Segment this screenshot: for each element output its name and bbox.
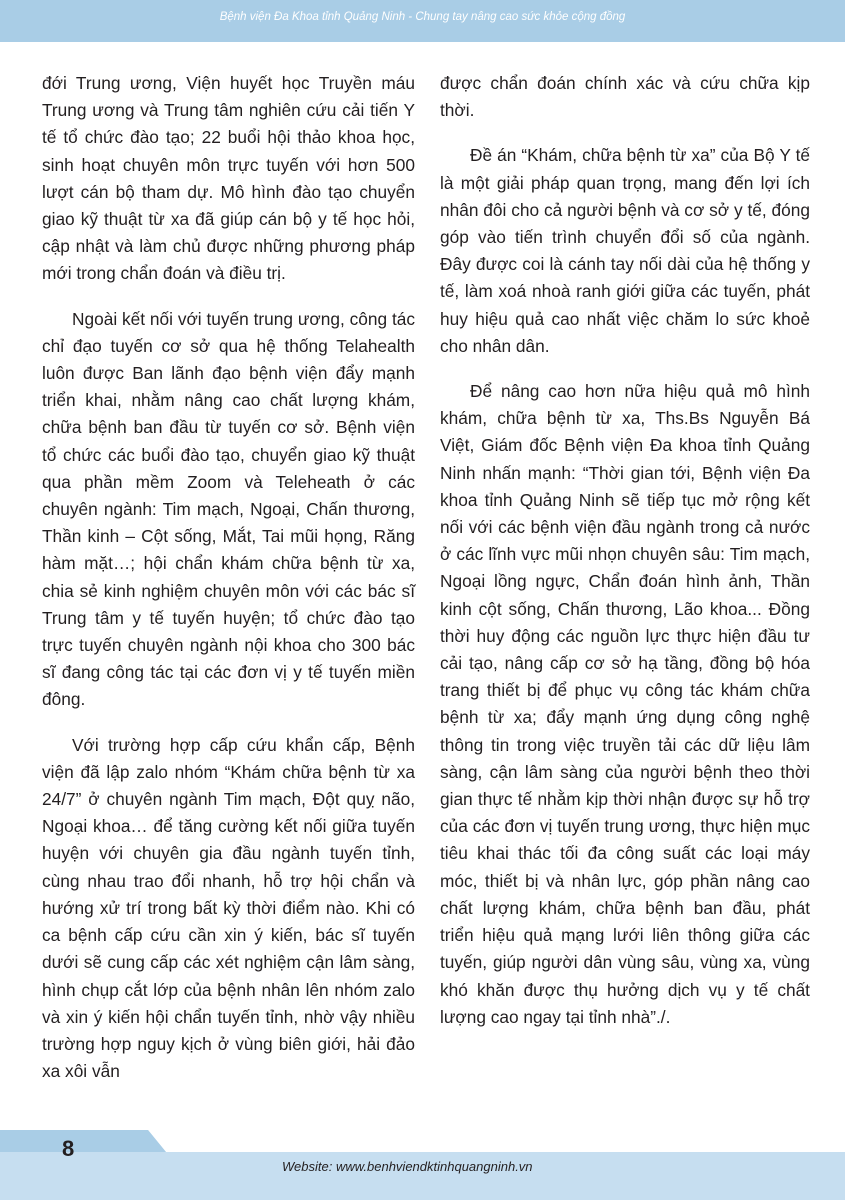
article-left-column xyxy=(42,70,415,1103)
paragraph: được chẩn đoán chính xác và cứu chữa kịp thời. xyxy=(440,73,810,121)
page-number: 8 xyxy=(62,1136,75,1161)
paragraph: Đề án “Khám, chữa bệnh từ xa” của Bộ Y tế là một giải pháp quan trọng, mang đến lợi ích nhân đôi cho cả người bệnh và cơ sở y tế, đóng góp vào tiến trình chuyển đổi số của ngành. Đây được coi là cánh tay nối dài của hệ thống y tế, làm xoá nhoà ranh giới giữa các tuyến, phát huy hiệu quả cao nhất việc chăm lo sức khoẻ cho nhân dân. xyxy=(440,145,810,356)
footer-website: Website: www.benhviendktinhquangninh.vn xyxy=(282,1159,533,1174)
paragraph: Để nâng cao hơn nữa hiệu quả mô hình khám, chữa bệnh từ xa, Ths.Bs Nguyễn Bá Việt, Giám đốc Bệnh viện Đa khoa tỉnh Quảng Ninh nhấn mạnh: “Thời gian tới, Bệnh viện Đa khoa tỉnh Quảng Ninh sẽ tiếp tục mở rộng kết nối với các bệnh viện đầu ngành trong cả nước ở các lĩnh vực mũi nhọn chuyên sâu: Tim mạch, Ngoại lồng ngực, Chẩn đoán hình ảnh, Thần kinh cột sống, Chấn thương, Lão khoa... Đồng thời huy động các nguồn lực thực hiện đầu tư cải tạo, nâng cấp cơ sở hạ tầng, đồng bộ hóa trang thiết bị để phục vụ công tác khám chữa bệnh từ xa; đẩy mạnh ứng dụng công nghệ thông tin trong việc truyền tải các dữ liệu lâm sàng, cận lâm sàng của người bệnh theo thời gian thực tế nhằm kịp thời nhận được sự hỗ trợ của các đơn vị tuyến trung ương, thực hiện mục tiêu khai thác tối đa công suất các loại máy móc, thiết bị và nhân lực, góp phần nâng cao chất lượng khám, chữa bệnh ban đầu, phát triển hiệu quả mạng lưới liên thông giữa các tuyến, giúp người dân vùng sâu, vùng xa, vùng khó khăn được thụ hưởng dịch vụ y tế chất lượng cao ngay tại tỉnh nhà”./. xyxy=(440,381,810,1027)
paragraph: đới Trung ương, Viện huyết học Truyền máu Trung ương và Trung tâm nghiên cứu cải tiến Y tế tổ chức đào tạo; 22 buổi hội thảo khoa học, sinh hoạt chuyên môn trực tuyến với hơn 500 lượt cán bộ tham dự. Mô hình đào tạo chuyển giao kỹ thuật từ xa đã giúp cán bộ y tế học hỏi, cập nhật và làm chủ được những phương pháp mới trong chẩn đoán và điều trị. xyxy=(42,73,415,284)
article-right-column xyxy=(440,70,810,1049)
footer-tab xyxy=(0,1130,166,1152)
paragraph: Với trường hợp cấp cứu khẩn cấp, Bệnh viện đã lập zalo nhóm “Khám chữa bệnh từ xa 24/7” ở chuyên ngành Tim mạch, Đột quỵ não, Ngoại khoa… để tăng cường kết nối giữa tuyến huyện với chuyên gia đầu ngành tuyến tỉnh, cùng nhau trao đổi nhanh, hỗ trợ hội chẩn và hướng xử trí trong bất kỳ thời điểm nào. Khi có ca bệnh cấp cứu cần xin ý kiến, bác sĩ tuyến dưới sẽ cung cấp các xét nghiệm cận lâm sàng, hình chụp cắt lớp của bệnh nhân lên nhóm zalo và xin ý kiến hội chẩn tuyến tỉnh, nhờ vậy nhiều trường hợp nguy kịch ở vùng biên giới, hải đảo xa xôi vẫn xyxy=(42,734,415,1082)
running-header: Bệnh viện Đa Khoa tỉnh Quảng Ninh - Chung tay nâng cao sức khỏe cộng đồng xyxy=(219,11,626,23)
paragraph: Ngoài kết nối với tuyến trung ương, công tác chỉ đạo tuyến cơ sở qua hệ thống Telahealth luôn được Ban lãnh đạo bệnh viện đẩy mạnh triển khai, nhằm nâng cao chất lượng khám, chữa bệnh ban đầu từ tuyến cơ sở. Bệnh viện tổ chức các buổi đào tạo, chuyển giao kỹ thuật qua phần mềm Zoom và Teleheath ở các chuyên ngành: Tim mạch, Ngoại, Chấn thương, Thần kinh – Cột sống, Mắt, Tai mũi họng, Răng hàm mặt…; hội chẩn khám chữa bệnh từ xa, chia sẻ kinh nghiệm chuyên môn với các bác sĩ Trung tâm y tế tuyến huyện; tổ chức đào tạo trực tuyến chuyên ngành nội khoa cho 300 bác sĩ đang công tác tại các đơn vị y tế tuyến miền đông. xyxy=(42,308,415,710)
